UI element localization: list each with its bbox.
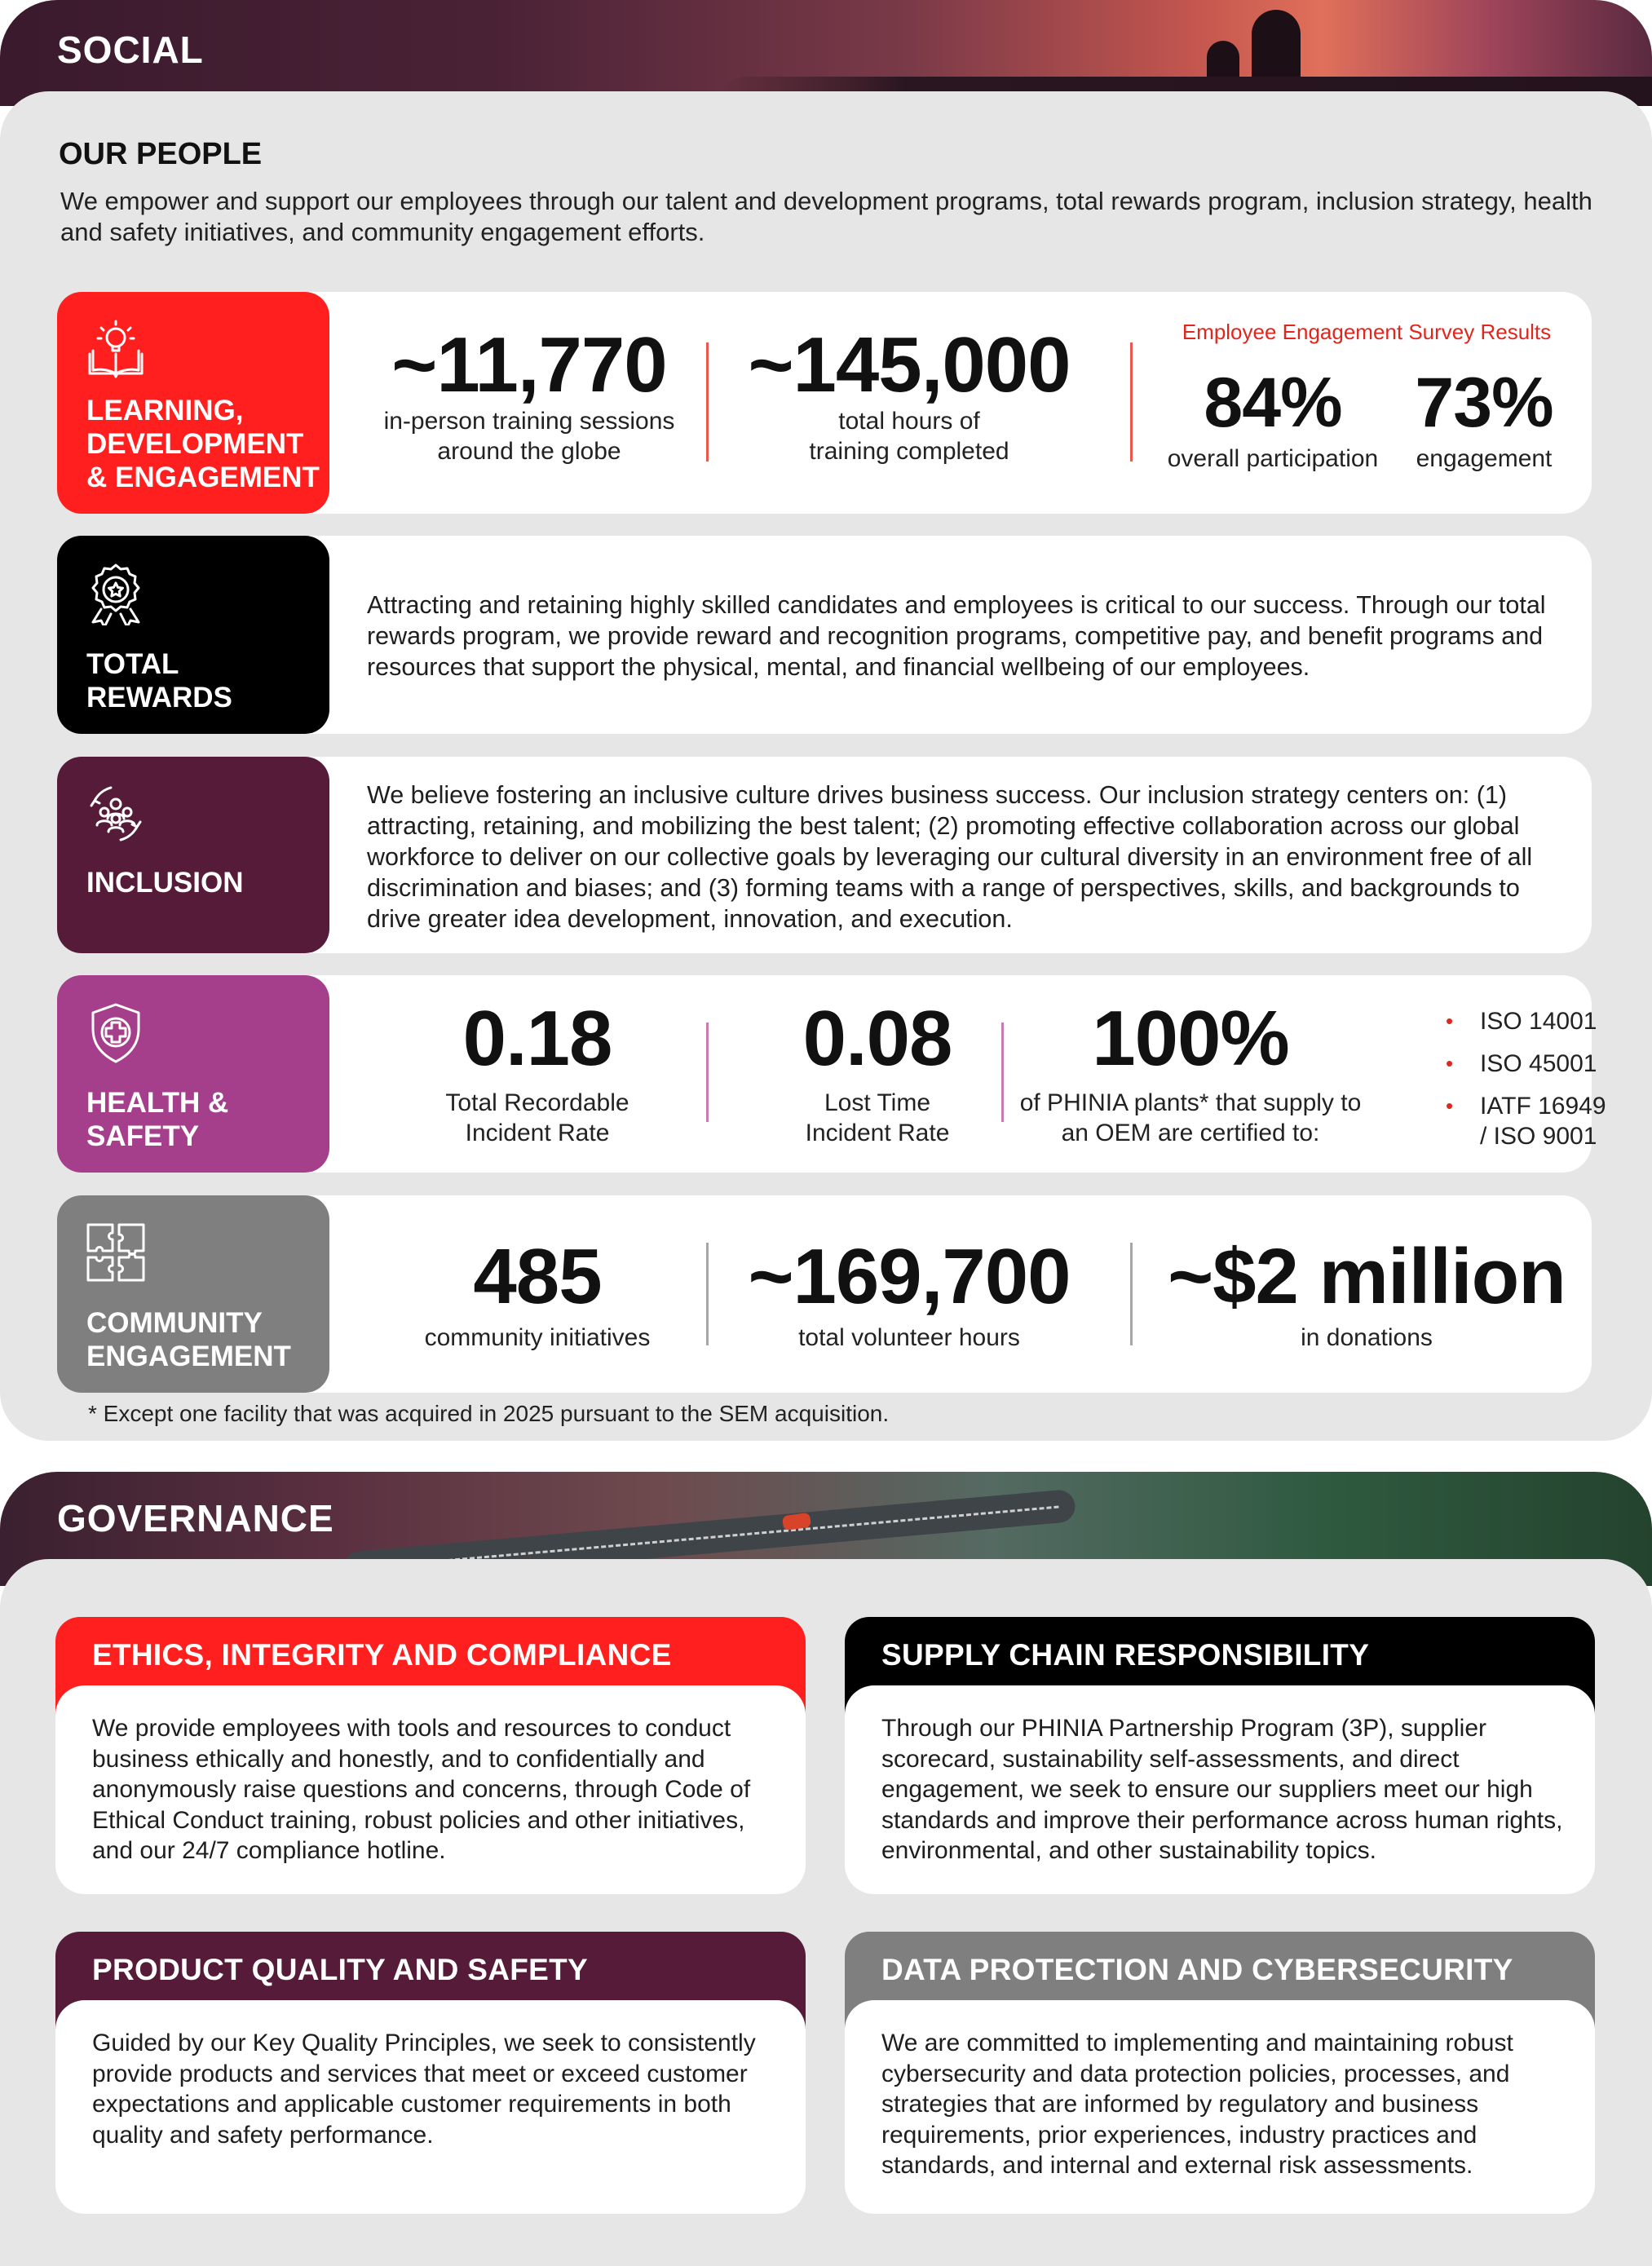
social-banner [0, 0, 1652, 106]
card-body [845, 2000, 1595, 2214]
stat-caption: community initiatives [424, 1324, 651, 1351]
community-initiatives-stat [370, 1233, 705, 1353]
ethics-card [55, 1617, 806, 1894]
divider [1130, 1243, 1133, 1345]
certification-list [1421, 1006, 1617, 1164]
training-sessions-stat [362, 321, 696, 466]
stat-value: ~169,700 [748, 1233, 1071, 1320]
donations-stat [1146, 1233, 1587, 1353]
stat-caption: Lost Time Incident Rate [805, 1089, 950, 1146]
open-book-lightbulb-icon [83, 316, 148, 382]
rewards-label-block [57, 536, 329, 734]
card-body [55, 2000, 806, 2214]
stat-value: ~$2 million [1168, 1233, 1566, 1320]
social-banner-title: SOCIAL [57, 29, 204, 71]
card-text: Through our PHINIA Partnership Program (3P), supplier scorecard, sustainability self-assessments, and direct engagement, we seek to ensure our suppliers meet our high standards and improve their performance across human rights, environmental, and other sustainability topics. [881, 1715, 1563, 1864]
card-title: ETHICS, INTEGRITY AND COMPLIANCE [92, 1638, 672, 1672]
stat-caption: in-person training sessions around the globe [383, 408, 675, 465]
inclusion-label: INCLUSION [86, 867, 244, 899]
stat-value: 100% [1092, 995, 1289, 1082]
puzzle-icon [83, 1220, 148, 1285]
card-text: We provide employees with tools and resources to conduct business ethically and honestly, and to confidentially and anonymously raise questions and concerns, through Code of Ethical Conduct training, robust policies and other initiatives, and our 24/7 compliance hotline. [92, 1715, 751, 1864]
supply-chain-card [845, 1617, 1595, 1894]
trir-stat [370, 995, 705, 1148]
community-label: COMMUNITY ENGAGEMENT [86, 1307, 291, 1372]
rewards-row [57, 536, 1592, 734]
shield-cross-icon [83, 1000, 148, 1065]
footnote: * Except one facility that was acquired in 2025 pursuant to the SEM acquisition. [88, 1401, 890, 1426]
our-people-intro: We empower and support our employees through our talent and development programs, total rewards program, inclusion strategy, health and safety initiatives, and community engagement efforts. [60, 187, 1592, 246]
ltir-stat [722, 995, 1032, 1148]
stat-value: 73% [1415, 364, 1553, 442]
card-body [845, 1685, 1595, 1894]
people-group-icon [83, 781, 148, 846]
divider [706, 342, 709, 462]
data-protection-card [845, 1932, 1595, 2214]
volunteer-hours-stat [726, 1233, 1093, 1353]
stat-value: ~11,770 [391, 321, 667, 409]
community-row [57, 1195, 1592, 1393]
card-title: PRODUCT QUALITY AND SAFETY [92, 1953, 589, 1986]
certified-plants-stat [1019, 995, 1362, 1148]
engagement-stat [1394, 362, 1574, 474]
community-label-block [57, 1195, 329, 1393]
card-body [55, 1685, 806, 1894]
inclusion-text: We believe fostering an inclusive culture drives business success. Our inclusion strategy centers on: (1) attracting, retaining, and mobilizing the best talent; (2) promoting effective collaboration across our global workforce to deliver on our collective goals by leveraging our cultural diversity in an environment free of all discrimination and biases; and (3) forming teams with a range of perspectives, skills, and backgrounds to drive greater idea development, innovation, and execution. [367, 781, 1533, 933]
learning-label-block [57, 292, 329, 514]
stat-value: 485 [473, 1233, 602, 1320]
stat-caption: total volunteer hours [798, 1324, 1020, 1351]
product-quality-card [55, 1932, 806, 2214]
stat-value: 0.08 [802, 995, 952, 1082]
award-ribbon-icon [83, 560, 148, 625]
health-row [57, 975, 1606, 1173]
learning-label: LEARNING, DEVELOPMENT & ENGAGEMENT [86, 395, 320, 493]
divider [1130, 342, 1133, 462]
survey-title: Employee Engagement Survey Results [1182, 320, 1552, 344]
learning-row [57, 292, 1592, 514]
stat-value: ~145,000 [748, 321, 1071, 409]
stat-value: 0.18 [462, 995, 612, 1082]
certification-item: • ISO 45001 [1421, 1049, 1617, 1079]
certification-item: • IATF 16949 / ISO 9001 [1421, 1091, 1617, 1151]
divider [706, 1023, 709, 1122]
stat-caption: of PHINIA plants* that supply to an OEM are certified to: [1019, 1089, 1362, 1146]
stat-caption: overall participation [1167, 445, 1379, 472]
stat-value: 84% [1204, 364, 1342, 442]
divider [1001, 1023, 1004, 1122]
inclusion-row [57, 757, 1592, 953]
stat-caption: Total Recordable Incident Rate [445, 1089, 629, 1146]
our-people-heading: OUR PEOPLE [59, 137, 263, 171]
rewards-label: TOTAL REWARDS [86, 648, 232, 713]
rewards-text: Attracting and retaining highly skilled candidates and employees is critical to our success. Through our total rewards program, we provide reward and recognition programs, competitive pay, and benefit programs and resources that support the physical, mental, and financial wellbeing of our employees. [367, 591, 1546, 681]
training-hours-stat [726, 321, 1093, 466]
stat-caption: total hours of training completed [809, 408, 1009, 465]
health-label-block [57, 975, 329, 1173]
inclusion-label-block [57, 757, 329, 953]
governance-banner-title: GOVERNANCE [57, 1497, 334, 1539]
card-text: We are committed to implementing and maintaining robust cybersecurity and data protection policies, processes, and strategies that are informed by regulatory and business requirements, prior experiences, industry practices and standards, and internal and external risk assessments. [881, 2030, 1513, 2179]
card-title: DATA PROTECTION AND CYBERSECURITY [881, 1953, 1513, 1986]
card-text: Guided by our Key Quality Principles, we seek to consistently provide products and services that meet or exceed customer expectations and applicable customer requirements in both quality and safety performance. [92, 2030, 756, 2149]
health-label: HEALTH & SAFETY [86, 1087, 229, 1152]
divider [706, 1243, 709, 1345]
stat-caption: in donations [1301, 1324, 1433, 1351]
certification-item: • ISO 14001 [1421, 1006, 1617, 1036]
participation-stat [1155, 362, 1391, 474]
card-title: SUPPLY CHAIN RESPONSIBILITY [881, 1638, 1370, 1672]
stat-caption: engagement [1416, 445, 1553, 472]
